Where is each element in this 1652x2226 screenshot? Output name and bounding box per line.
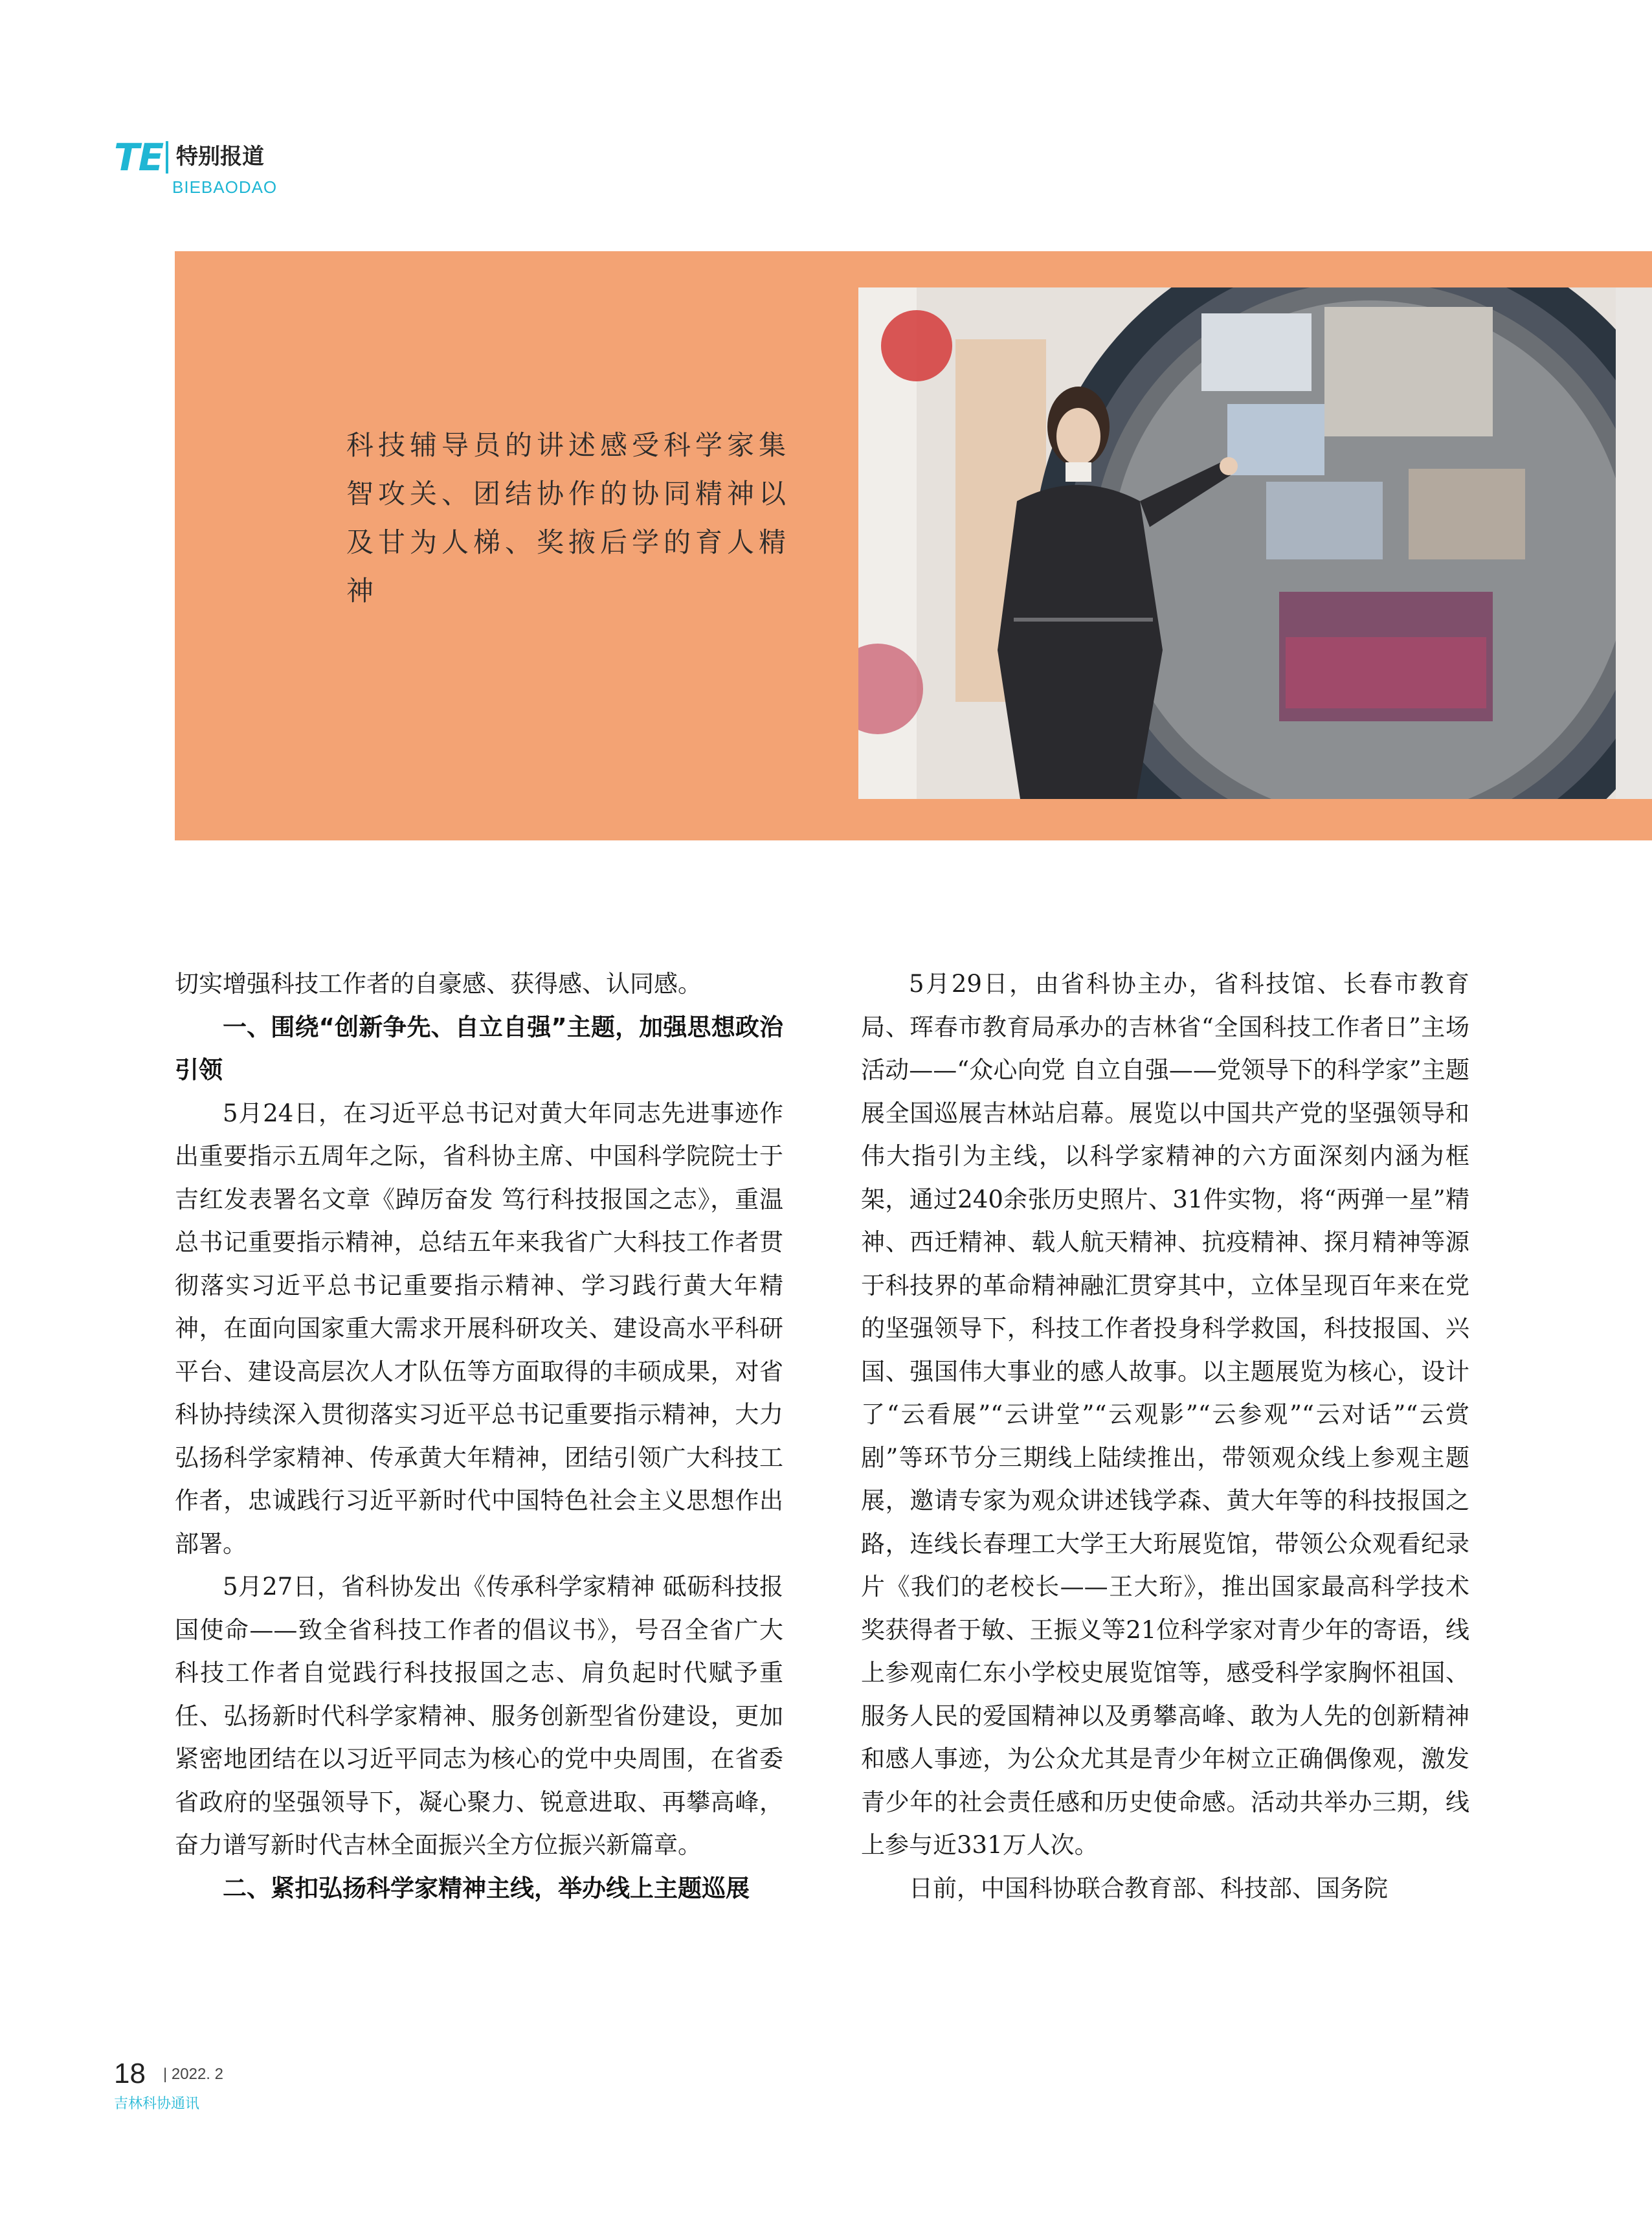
magazine-logo: TE [114, 135, 163, 179]
page-number: 18 [114, 2058, 146, 2089]
publication-name: 吉林科协通讯 [114, 2096, 200, 2112]
article-right-column [861, 963, 1469, 1910]
paragraph: 5月27日，省科协发出《传承科学家精神 砥砺科技报国使命——致全省科技工作者的倡议书》，号召全省广大科技工作者自觉践行科技报国之志、肩负起时代赋予重任、弘扬新时代科学家精神、服务创新型省份建设，更加紧密地团结在以习近平同志为核心的党中央周围，在省委省政府的坚强领导下，凝心聚力、锐意进取、再攀高峰，奋力谱写新时代吉林全面振兴全方位振兴新篇章。 [175, 1573, 783, 1859]
section-pinyin: BIEBAODAO [172, 177, 278, 197]
section-title: 特别报道 [176, 144, 264, 170]
paragraph: 切实增强科技工作者的自豪感、获得感、认同感。 [175, 970, 702, 998]
paragraph: 5月24日，在习近平总书记对黄大年同志先进事迹作出重要指示五周年之际，省科协主席、中国科学院院士于吉红发表署名文章《踔厉奋发 笃行科技报国之志》，重温总书记重要指示精神，总结五年来我省广大科技工作者贯彻落实习近平总书记重要指示精神、学习践行黄大年精神，在面向国家重大需求开展科研攻关、建设高水平科研平台、建设高层次人才队伍等方面取得的丰硕成果，对省科协持续深入贯彻落实习近平总书记重要指示精神，大力弘扬科学家精神、传承黄大年精神，团结引领广大科技工作者，忠诚践行习近平新时代中国特色社会主义思想作出部署。 [175, 1099, 783, 1558]
exhibition-photo [858, 287, 1652, 799]
photo-caption: 科技辅导员的讲述感受科学家集智攻关、团结协作的协同精神以及甘为人梯、奖掖后学的育人精神 [346, 429, 791, 607]
header-divider [166, 141, 168, 174]
article-left-column [175, 963, 783, 1910]
issue-date: | 2022. 2 [163, 2065, 223, 2083]
paragraph: 5月29日，由省科协主办，省科技馆、长春市教育局、珲春市教育局承办的吉林省“全国科技工作者日”主场活动——“众心向党 自立自强——党领导下的科学家”主题展全国巡展吉林站启幕。展览以中国共产党的坚强领导和伟大指引为主线，以科学家精神的六方面深刻内涵为框架，通过240余张历史照片、31件实物，将“两弹一星”精神、西迁精神、载人航天精神、抗疫精神、探月精神等源于科技界的革命精神融汇贯穿其中，立体呈现百年来在党的坚强领导下，科技工作者投身科学救国，科技报国、兴国、强国伟大事业的感人故事。以主题展览为核心，设计了“云看展”“云讲堂”“云观影”“云参观”“云对话”“云赏剧”等环节分三期线上陆续推出，带领观众线上参观主题展，邀请专家为观众讲述钱学森、黄大年等的科技报国之路，连线长春理工大学王大珩展览馆，带领公众观看纪录片《我们的老校长——王大珩》，推出国家最高科学技术奖获得者于敏、王振义等21位科学家对青少年的寄语，线上参观南仁东小学校史展览馆等，感受科学家胸怀祖国、服务人民的爱国精神以及勇攀高峰、敢为人先的创新精神和感人事迹，为公众尤其是青少年树立正确偶像观，激发青少年的社会责任感和历史使命感。活动共举办三期，线上参与近331万人次。 [861, 970, 1469, 1859]
section-heading: 二、紧扣弘扬科学家精神主线，举办线上主题巡展 [223, 1874, 750, 1902]
paragraph: 日前，中国科协联合教育部、科技部、国务院 [909, 1874, 1388, 1902]
exhibition-photo-illustration [858, 287, 1652, 799]
section-heading: 一、围绕“创新争先、自立自强”主题，加强思想政治引领 [175, 1013, 783, 1084]
